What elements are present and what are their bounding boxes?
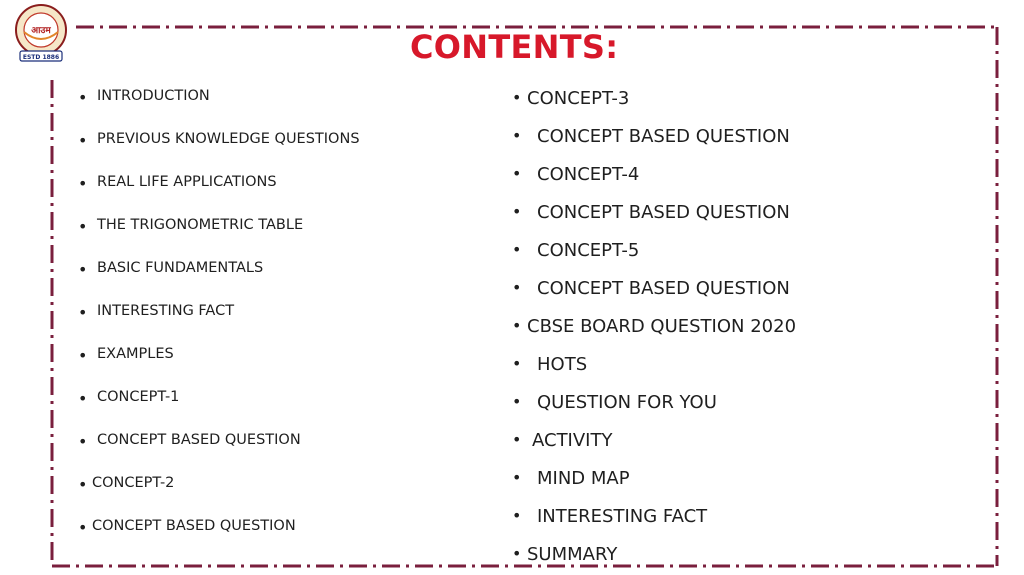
- contents-item-label: CONCEPT BASED QUESTION: [92, 518, 296, 534]
- contents-item-label: INTERESTING FACT: [537, 506, 708, 527]
- contents-item-label: CONCEPT-5: [537, 240, 640, 261]
- bullet-icon: •: [512, 202, 522, 221]
- contents-item-label: HOTS: [537, 354, 588, 375]
- bullet-icon: •: [512, 316, 522, 335]
- bullet-icon: •: [512, 126, 522, 145]
- contents-item-label: BASIC FUNDAMENTALS: [97, 260, 264, 276]
- contents-item-label: THE TRIGONOMETRIC TABLE: [97, 217, 304, 233]
- contents-item-label: CONCEPT BASED QUESTION: [537, 278, 790, 299]
- bullet-icon: •: [512, 392, 522, 411]
- bullet-icon: •: [512, 506, 522, 525]
- bullet-icon: •: [512, 354, 522, 373]
- bullet-icon: •: [78, 260, 88, 279]
- bullet-icon: •: [512, 278, 522, 297]
- logo-estd-text: ESTD 1886: [22, 54, 60, 61]
- contents-item-label: INTRODUCTION: [97, 88, 210, 104]
- bullet-icon: •: [78, 518, 88, 537]
- contents-item-label: CONCEPT-2: [92, 475, 175, 491]
- bullet-icon: •: [78, 88, 88, 107]
- contents-item-label: QUESTION FOR YOU: [537, 392, 717, 413]
- bullet-icon: •: [512, 430, 522, 449]
- contents-item-label: REAL LIFE APPLICATIONS: [97, 174, 277, 190]
- bullet-icon: •: [78, 131, 88, 150]
- contents-item-label: PREVIOUS KNOWLEDGE QUESTIONS: [97, 131, 360, 147]
- bullet-icon: •: [512, 88, 522, 107]
- contents-item-label: CONCEPT-3: [527, 88, 630, 109]
- contents-item-label: CONCEPT-4: [537, 164, 640, 185]
- contents-item-label: CONCEPT BASED QUESTION: [97, 432, 301, 448]
- bullet-icon: •: [78, 217, 88, 236]
- bullet-icon: •: [78, 475, 88, 494]
- contents-item-label: MIND MAP: [537, 468, 630, 489]
- contents-item-label: SUMMARY: [527, 544, 618, 565]
- bullet-icon: •: [78, 389, 88, 408]
- logo-mark-text: आउम: [31, 26, 51, 36]
- contents-item-label: EXAMPLES: [97, 346, 174, 362]
- contents-item-label: ACTIVITY: [532, 430, 613, 451]
- bullet-icon: •: [78, 346, 88, 365]
- contents-item-label: INTERESTING FACT: [97, 303, 235, 319]
- bullet-icon: •: [78, 303, 88, 322]
- contents-item-label: CBSE BOARD QUESTION 2020: [527, 316, 797, 337]
- contents-item-label: CONCEPT BASED QUESTION: [537, 202, 790, 223]
- contents-item-label: CONCEPT-1: [97, 389, 180, 405]
- bullet-icon: •: [512, 240, 522, 259]
- dav-logo: [8, 2, 74, 66]
- bullet-icon: •: [512, 544, 522, 563]
- bullet-icon: •: [78, 174, 88, 193]
- bullet-icon: •: [512, 468, 522, 487]
- page-title: CONTENTS:: [410, 28, 619, 66]
- bullet-icon: •: [78, 432, 88, 451]
- contents-item-label: CONCEPT BASED QUESTION: [537, 126, 790, 147]
- bullet-icon: •: [512, 164, 522, 183]
